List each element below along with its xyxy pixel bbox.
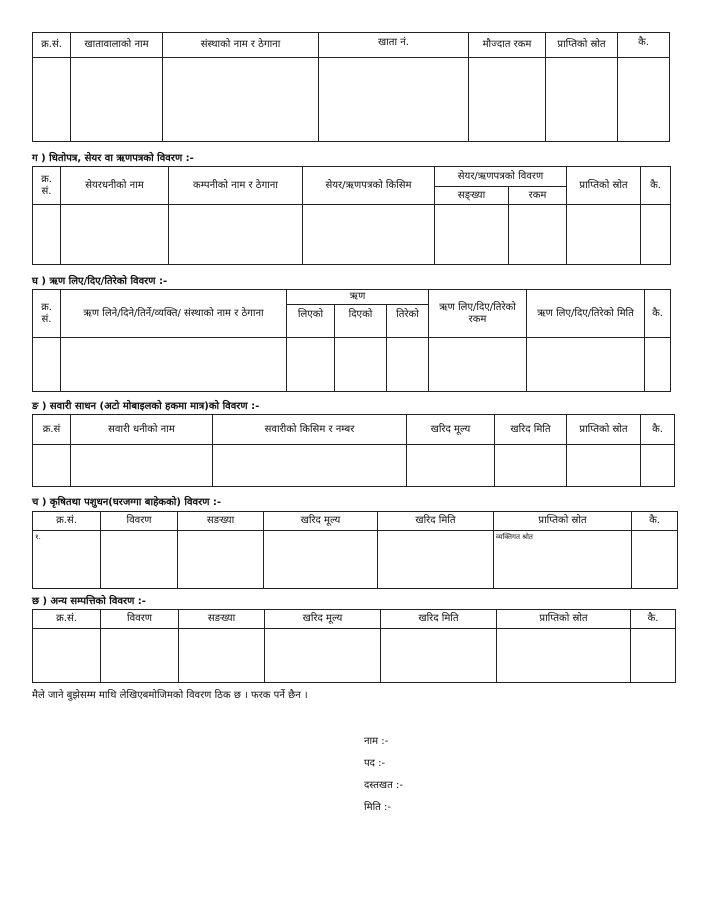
agriculture-header-source: प्राप्तिको स्रोत xyxy=(494,512,632,531)
accounts-header-balance: मौज्दात रकम xyxy=(469,33,546,58)
empty-cell xyxy=(61,205,169,265)
vehicles-header-remarks: कै. xyxy=(641,415,675,445)
loans-header-remarks: कै. xyxy=(645,290,671,338)
securities-header-count: सङ्ख्या xyxy=(435,187,509,205)
empty-cell xyxy=(407,445,495,487)
empty-cell xyxy=(71,58,163,142)
other-assets-table xyxy=(32,609,676,683)
empty-cell xyxy=(435,205,509,265)
table-row xyxy=(33,205,671,265)
agriculture-header-remarks: कै. xyxy=(632,512,678,531)
empty-cell xyxy=(567,205,641,265)
empty-cell xyxy=(101,629,179,683)
empty-cell xyxy=(265,629,381,683)
empty-cell xyxy=(33,205,61,265)
securities-header-company: कम्पनीको नाम र ठेगाना xyxy=(169,167,303,205)
other-header-date: खरिद मिति xyxy=(381,610,497,629)
agriculture-header-details: विवरण xyxy=(101,512,178,531)
other-header-price: खरिद मूल्य xyxy=(265,610,381,629)
empty-cell xyxy=(264,531,378,589)
empty-cell xyxy=(169,205,303,265)
empty-cell xyxy=(567,445,641,487)
securities-header-amount: रकम xyxy=(509,187,567,205)
securities-header-type: सेयर/ऋणपत्रको किसिम xyxy=(303,167,435,205)
empty-cell xyxy=(429,338,527,392)
empty-cell xyxy=(178,531,264,589)
loans-header-date: ऋण लिए/दिए/तिरेको मिति xyxy=(527,290,645,338)
other-header-remarks: कै. xyxy=(631,610,676,629)
vehicles-header-price: खरिद मूल्य xyxy=(407,415,495,445)
agriculture-header-date: खरिद मिति xyxy=(378,512,494,531)
signature-date: मिति :- xyxy=(364,802,392,813)
table-row xyxy=(33,629,676,683)
agriculture-table xyxy=(32,511,678,589)
empty-cell xyxy=(319,58,469,142)
empty-cell xyxy=(33,445,71,487)
vehicles-table xyxy=(32,414,675,487)
empty-cell xyxy=(641,205,671,265)
loans-header-amount: ऋण लिए/दिए/तिरेको रकम xyxy=(429,290,527,338)
empty-cell xyxy=(469,58,546,142)
empty-cell xyxy=(71,445,213,487)
loans-header-sn: क्र. सं. xyxy=(33,290,61,338)
empty-cell xyxy=(632,531,678,589)
empty-cell xyxy=(641,445,675,487)
securities-table xyxy=(32,166,671,265)
empty-cell xyxy=(335,338,387,392)
vehicles-header-sn: क्र.सं xyxy=(33,415,71,445)
empty-cell xyxy=(287,338,335,392)
empty-cell xyxy=(378,531,494,589)
empty-cell xyxy=(645,338,671,392)
accounts-header-institution: संस्थाको नाम र ठेगाना xyxy=(163,33,319,58)
securities-header-holder: सेयरधनीको नाम xyxy=(61,167,169,205)
section-g-heading: ग ) धितोपत्र, सेयर वा ऋणपत्रको विवरण :- xyxy=(32,153,194,164)
other-header-source: प्राप्तिको स्रोत xyxy=(497,610,631,629)
signature-name: नाम :- xyxy=(364,736,389,747)
loans-header-paid: तिरेको xyxy=(387,305,429,338)
accounts-header-holder: खातावालाको नाम xyxy=(71,33,163,58)
empty-cell xyxy=(497,629,631,683)
accounts-header-sn: क्र.सं. xyxy=(33,33,71,58)
empty-cell xyxy=(527,338,645,392)
securities-header-source: प्राप्तिको स्रोत xyxy=(567,167,641,205)
agriculture-row-source: व्यक्तिगत श्रोत xyxy=(494,531,632,589)
agriculture-row-sn: १. xyxy=(33,531,101,589)
empty-cell xyxy=(495,445,567,487)
vehicles-header-source: प्राप्तिको स्रोत xyxy=(567,415,641,445)
agriculture-header-count: सङख्या xyxy=(178,512,264,531)
empty-cell xyxy=(303,205,435,265)
table-row xyxy=(33,58,670,142)
loans-header-loan: ऋण xyxy=(287,290,429,305)
signature-signature: दस्तखत :- xyxy=(364,780,403,791)
empty-cell xyxy=(179,629,265,683)
empty-cell xyxy=(101,531,178,589)
table-row xyxy=(33,338,671,392)
empty-cell xyxy=(381,629,497,683)
securities-header-remarks: कै. xyxy=(641,167,671,205)
empty-cell xyxy=(618,58,670,142)
loans-table xyxy=(32,289,671,392)
accounts-header-source: प्राप्तिको स्रोत xyxy=(546,33,618,58)
other-header-details: विवरण xyxy=(101,610,179,629)
section-gh-heading: घ ) ऋण लिए/दिए/तिरेको विवरण :- xyxy=(32,276,168,287)
other-header-sn: क्र.सं. xyxy=(33,610,101,629)
empty-cell xyxy=(387,338,429,392)
other-header-count: सङख्या xyxy=(179,610,265,629)
agriculture-header-sn: क्र.सं. xyxy=(33,512,101,531)
securities-header-sn: क्र. सं. xyxy=(33,167,61,205)
vehicles-header-type: सवारीको किसिम र नम्बर xyxy=(213,415,407,445)
loans-header-party: ऋण लिने/दिने/तिर्ने/व्यक्ति/ संस्थाको नाम र ठेगाना xyxy=(61,290,287,338)
section-ng-heading: ङ ) सवारी साधन (अटो मोबाइलको हकमा मात्र)को विवरण :- xyxy=(32,401,260,412)
empty-cell xyxy=(213,445,407,487)
section-ch-heading: च ) कृषितथा पशुधन(घरजग्गा बाहेकको) विवरण :- xyxy=(32,497,222,508)
accounts-table xyxy=(32,32,670,142)
section-chh-heading: छ ) अन्य सम्पत्तिको विवरण :- xyxy=(32,596,146,607)
empty-cell xyxy=(631,629,676,683)
securities-header-details: सेयर/ऋणपत्रको विवरण xyxy=(435,167,567,187)
signature-post: पद :- xyxy=(364,758,386,769)
empty-cell xyxy=(509,205,567,265)
empty-cell xyxy=(61,338,287,392)
empty-cell xyxy=(163,58,319,142)
loans-header-taken: लिएको xyxy=(287,305,335,338)
accounts-header-account-no: खाता नं. xyxy=(319,33,469,58)
declaration-text: मैले जाने बुझेसम्म माथि लेखिएबमोजिमको विवरण ठिक छ । फरक पर्ने छैन । xyxy=(32,690,308,701)
vehicles-header-owner: सवारी धनीको नाम xyxy=(71,415,213,445)
loans-header-given: दिएको xyxy=(335,305,387,338)
empty-cell xyxy=(33,338,61,392)
accounts-header-remarks: कै. xyxy=(618,33,670,58)
agriculture-header-price: खरिद मूल्य xyxy=(264,512,378,531)
table-row xyxy=(33,531,678,589)
empty-cell xyxy=(33,58,71,142)
empty-cell xyxy=(33,629,101,683)
vehicles-header-date: खरिद मिति xyxy=(495,415,567,445)
table-row xyxy=(33,445,675,487)
empty-cell xyxy=(546,58,618,142)
